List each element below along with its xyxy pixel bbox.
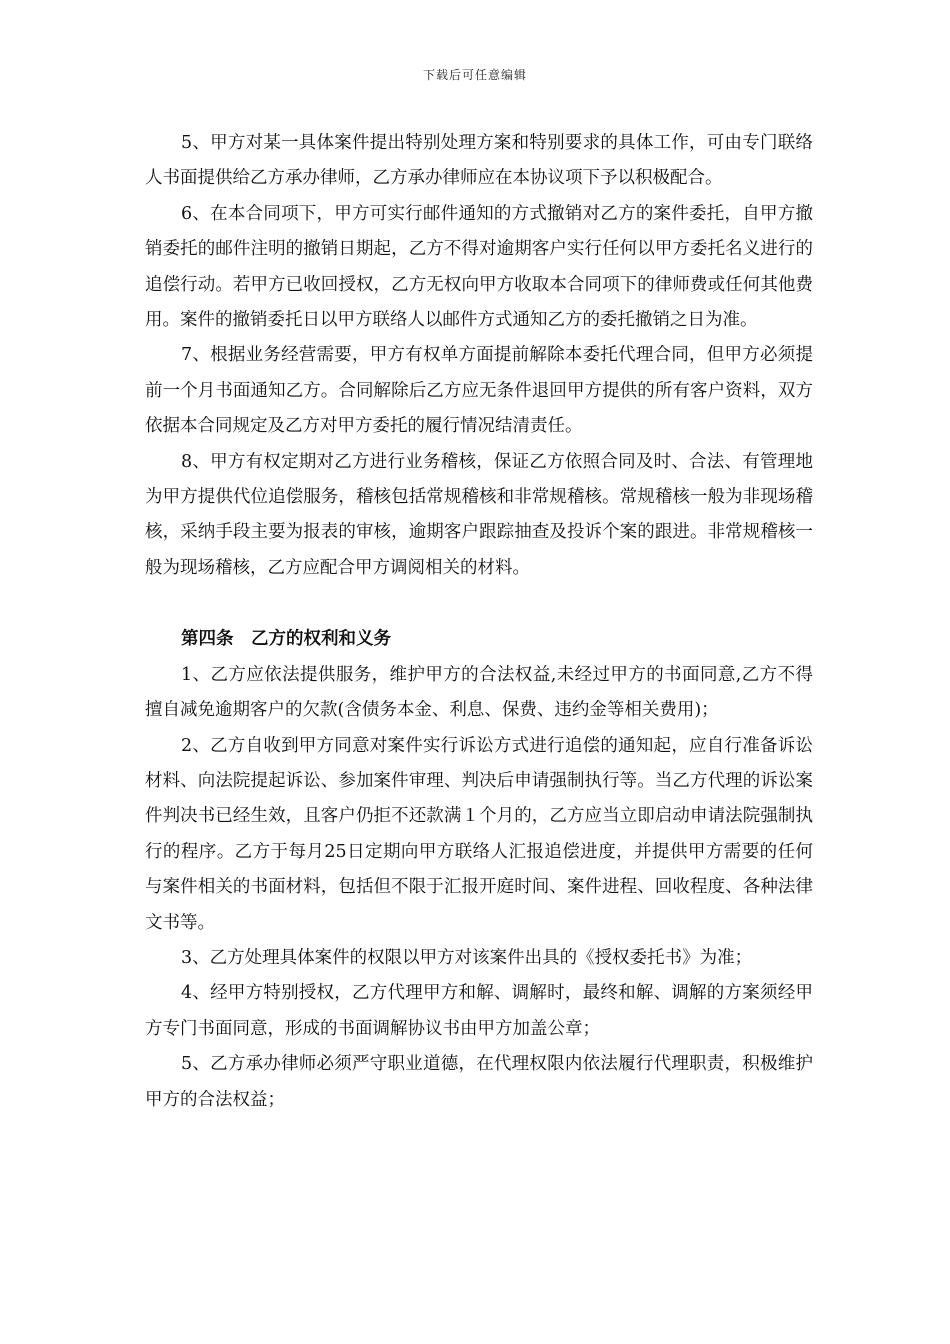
clause-paragraph: 4、经甲方特别授权，乙方代理甲方和解、调解时，最终和解、调解的方案须经甲方专门书面同意，形成的书面调解协议书由甲方加盖公章； [145,983,813,1039]
page-header: 下载后可任意编辑 [422,68,527,82]
section-spacer [145,586,813,622]
section-heading: 第四条 乙方的权利和义务 [181,629,391,650]
clause-paragraph: 1、乙方应依法提供服务，维护甲方的合法权益,未经过甲方的书面同意,乙方不得擅自减免逾期客户的欠款(含债务本金、利息、保费、违约金等相关费用)； [145,664,813,721]
clause-paragraph: 6、在本合同项下，甲方可实行邮件通知的方式撤销对乙方的案件委托，自甲方撤销委托的邮件注明的撤销日期起，乙方不得对逾期客户实行任何以甲方委托名义进行的追偿行动。若甲方已收回授权，乙方无权向甲方收取本合同项下的律师费或任何其他费用。案件的撤销委托日以甲方联络人以邮件方式通知乙方的委托撤销之日为准。 [145,203,813,331]
clause-paragraph: 8、甲方有权定期对乙方进行业务稽核，保证乙方依照合同及时、合法、有管理地为甲方提供代位追偿服务，稽核包括常规稽核和非常规稽核。常规稽核一般为非现场稽核，采纳手段主要为报表的审核，逾期客户跟踪抽查及投诉个案的跟进。非常规稽核一般为现场稽核，乙方应配合甲方调阅相关的材料。 [145,451,813,578]
clause-paragraph: 5、乙方承办律师必须严守职业道德，在代理权限内依法履行代理职责，积极维护甲方的合法权益； [145,1054,813,1110]
clause-paragraph: 5、甲方对某一具体案件提出特别处理方案和特别要求的具体工作，可由专门联络人书面提供给乙方承办律师，乙方承办律师应在本协议项下予以积极配合。 [145,133,813,189]
clause-paragraph: 2、乙方自收到甲方同意对案件实行诉讼方式进行追偿的通知起，应自行准备诉讼材料、向法院提起诉讼、参加案件审理、判决后申请强制执行等。当乙方代理的诉讼案件判决书已经生效，且客户仍拒不还款满１个月的，乙方应当立即启动申请法院强制执行的程序。乙方于每月25日定期向甲方联络人汇报追偿进度，并提供甲方需要的任何与案件相关的书面材料，包括但不限于汇报开庭时间、案件进程、回收程度、各种法律文书等。 [145,735,813,933]
clause-paragraph: 7、根据业务经营需要，甲方有权单方面提前解除本委托代理合同，但甲方必须提前一个月书面通知乙方。合同解除后乙方应无条件退回甲方提供的所有客户资料，双方依据本合同规定及乙方对甲方委托的履行情况结清责任。 [145,345,813,437]
document-body [145,126,813,1118]
clause-paragraph: 3、乙方处理具体案件的权限以甲方对该案件出具的《授权委托书》为准； [181,947,753,968]
